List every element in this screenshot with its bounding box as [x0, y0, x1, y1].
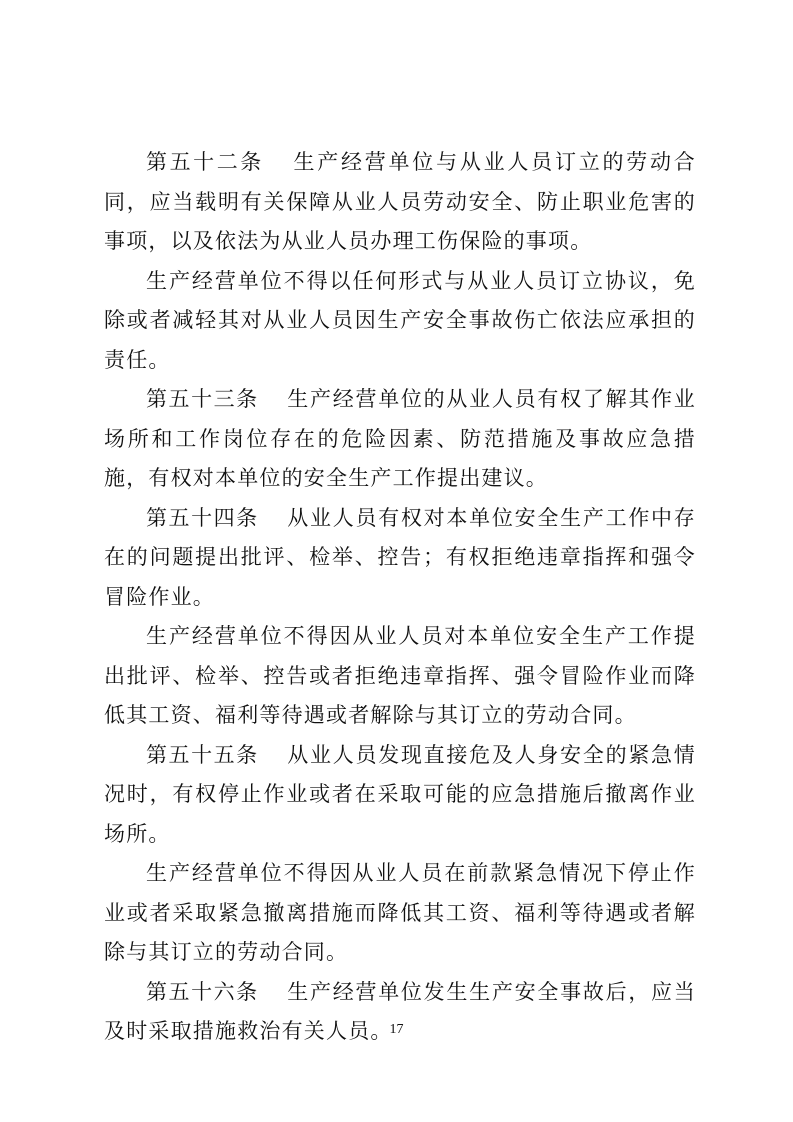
paragraph-text: 从业人员发现直接危及人身安全的紧急情况时，有权停止作业或者在采取可能的应急措施后撤离作业场所。 — [104, 742, 696, 846]
paragraph-article-53 — [104, 380, 696, 499]
paragraph-article-54 — [104, 499, 696, 618]
paragraph-text: 生产经营单位不得因从业人员对本单位安全生产工作提出批评、检举、控告或者拒绝违章指挥、强令冒险作业而降低其工资、福利等待遇或者解除与其订立的劳动合同。 — [104, 624, 696, 727]
paragraph-article-56 — [104, 973, 696, 1052]
document-body — [104, 143, 696, 1052]
paragraph-article-52 — [104, 143, 696, 262]
article-label: 第五十四条 — [146, 505, 259, 530]
paragraph-article-55 — [104, 736, 696, 855]
paragraph-text: 生产经营单位的从业人员有权了解其作业场所和工作岗位存在的危险因素、防范措施及事故应急措施，有权对本单位的安全生产工作提出建议。 — [104, 387, 696, 490]
paragraph-article-54-clause-2 — [104, 617, 696, 736]
paragraph-text: 生产经营单位不得以任何形式与从业人员订立协议，免除或者减轻其对从业人员因生产安全事故伤亡依法应承担的责任。 — [104, 268, 696, 372]
article-label: 第五十二条 — [146, 150, 264, 174]
page-number: 17 — [389, 1022, 404, 1037]
paragraph-text: 生产经营单位发生生产安全事故后，应当及时采取措施救治有关人员。 — [104, 979, 696, 1043]
article-label: 第五十三条 — [146, 387, 259, 411]
paragraph-text: 生产经营单位与从业人员订立的劳动合同，应当载明有关保障从业人员劳动安全、防止职业危害的事项，以及依法为从业人员办理工伤保险的事项。 — [104, 150, 697, 253]
article-label: 第五十五条 — [146, 742, 259, 767]
paragraph-text: 从业人员有权对本单位安全生产工作中存在的问题提出批评、检举、控告；有权拒绝违章指挥和强令冒险作业。 — [104, 505, 696, 609]
paragraph-article-52-clause-2 — [104, 262, 696, 381]
article-label: 第五十六条 — [146, 979, 259, 1004]
paragraph-article-55-clause-2 — [104, 854, 696, 973]
paragraph-text: 生产经营单位不得因从业人员在前款紧急情况下停止作业或者采取紧急撤离措施而降低其工资、福利等待遇或者解除与其订立的劳动合同。 — [104, 861, 696, 964]
